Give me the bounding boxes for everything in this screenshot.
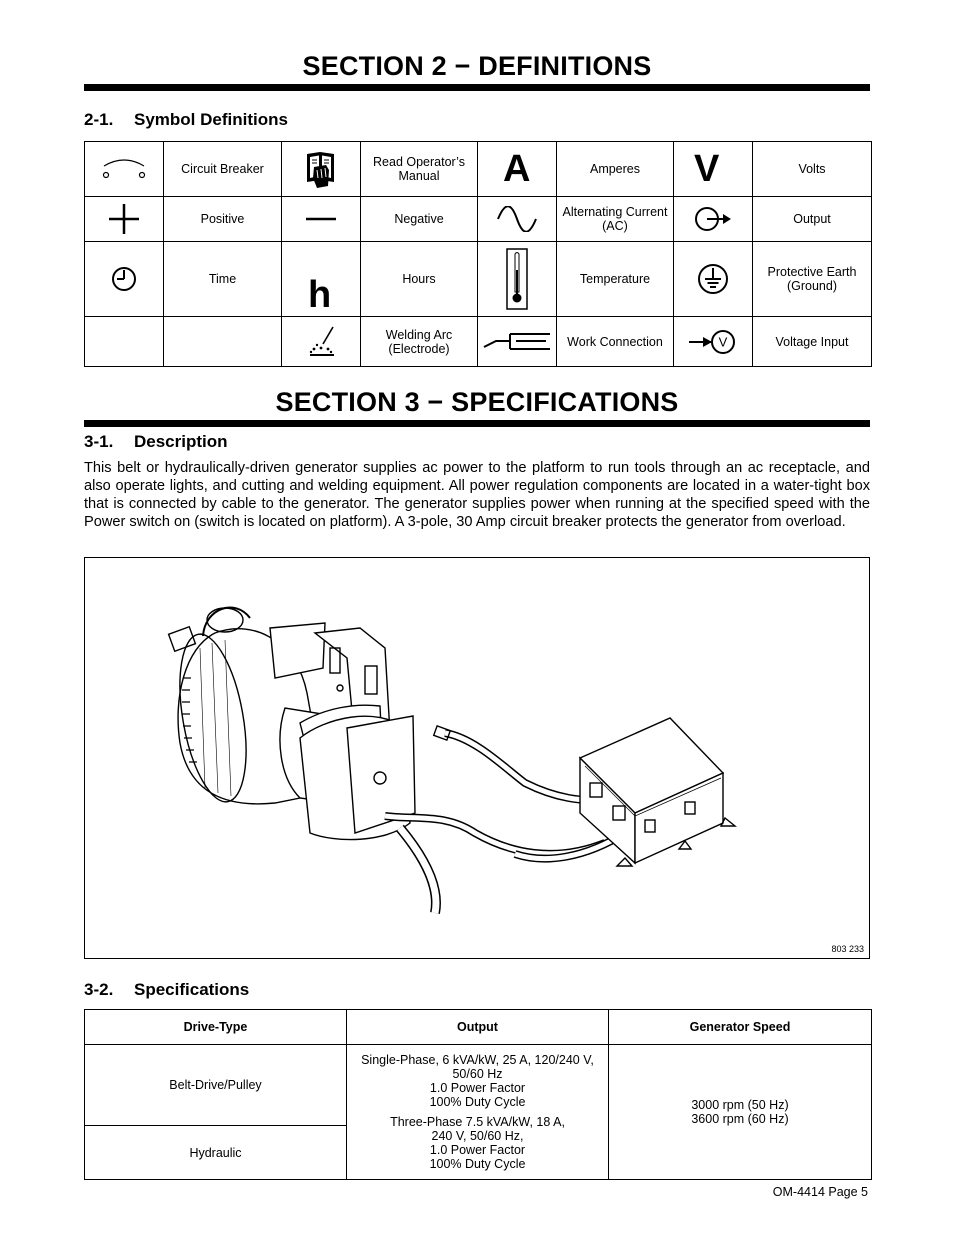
column-header: Drive-Type xyxy=(85,1010,347,1045)
symbol-definitions-heading xyxy=(84,110,288,130)
output-line: Single-Phase, 6 kVA/kW, 25 A, 120/240 V, xyxy=(361,1053,594,1067)
heading-number: 3-2. xyxy=(84,980,114,999)
alternating-current-label: Alternating Current (AC) xyxy=(557,197,674,242)
work-connection-icon xyxy=(478,317,557,367)
output-icon xyxy=(674,197,753,242)
hours-label: Hours xyxy=(361,242,478,317)
drive-type-belt: Belt-Drive/Pulley xyxy=(85,1045,347,1126)
time-icon xyxy=(85,242,164,317)
circuit-breaker-icon xyxy=(85,142,164,197)
section-2-title: SECTION 2 − DEFINITIONS xyxy=(302,51,652,81)
specifications-table xyxy=(84,1009,872,1180)
amperes-glyph: A xyxy=(503,148,531,190)
section-3-title: SECTION 3 − SPECIFICATIONS xyxy=(275,387,679,417)
protective-earth-icon xyxy=(674,242,753,317)
temperature-icon xyxy=(478,242,557,317)
output-line: 100% Duty Cycle xyxy=(429,1095,526,1109)
time-label: Time xyxy=(164,242,282,317)
positive-icon xyxy=(85,197,164,242)
heading-number: 2-1. xyxy=(84,110,114,129)
heading-text: Symbol Definitions xyxy=(134,110,288,129)
volts-glyph: V xyxy=(694,148,720,190)
volts-label: Volts xyxy=(753,142,872,197)
volts-icon xyxy=(674,142,753,197)
output-line: 50/60 Hz xyxy=(452,1067,503,1081)
output-line: 100% Duty Cycle xyxy=(429,1157,526,1171)
output-line: 1.0 Power Factor xyxy=(429,1081,526,1095)
output-label: Output xyxy=(753,197,872,242)
speed-line: 3000 rpm (50 Hz) xyxy=(691,1098,789,1112)
output-single-phase xyxy=(348,1053,607,1109)
speed-line: 3600 rpm (60 Hz) xyxy=(691,1112,789,1126)
column-header: Output xyxy=(347,1010,609,1045)
figure-number: 803 233 xyxy=(831,944,864,954)
work-connection-label: Work Connection xyxy=(557,317,674,367)
positive-label: Positive xyxy=(164,197,282,242)
heading-number: 3-1. xyxy=(84,432,114,451)
generator-speed-cell xyxy=(609,1045,872,1180)
protective-earth-label: Protective Earth (Ground) xyxy=(753,242,872,317)
output-line: Three-Phase 7.5 kVA/kW, 18 A, xyxy=(390,1115,565,1129)
output-line: 1.0 Power Factor xyxy=(429,1143,526,1157)
welding-arc-label: Welding Arc (Electrode) xyxy=(361,317,478,367)
drive-type-hydraulic: Hydraulic xyxy=(85,1126,347,1180)
column-header: Generator Speed xyxy=(609,1010,872,1045)
heading-text: Specifications xyxy=(134,980,250,999)
circuit-breaker-label: Circuit Breaker xyxy=(164,142,282,197)
amperes-label: Amperes xyxy=(557,142,674,197)
alternating-current-icon xyxy=(478,197,557,242)
empty-cell xyxy=(85,317,164,367)
welding-arc-icon xyxy=(282,317,361,367)
hours-glyph: h xyxy=(308,274,332,316)
hours-icon xyxy=(282,242,361,317)
output-three-phase xyxy=(348,1115,607,1171)
amperes-icon xyxy=(478,142,557,197)
negative-label: Negative xyxy=(361,197,478,242)
heading-text: Description xyxy=(134,432,228,451)
section-2-rule xyxy=(84,84,870,91)
negative-icon xyxy=(282,197,361,242)
generator-figure xyxy=(84,557,870,959)
temperature-label: Temperature xyxy=(557,242,674,317)
description-heading xyxy=(84,432,228,452)
voltage-input-glyph: V xyxy=(718,334,728,349)
generator-illustration xyxy=(85,558,869,958)
output-cell xyxy=(347,1045,609,1180)
symbol-table xyxy=(84,141,872,367)
output-line: 240 V, 50/60 Hz, xyxy=(431,1129,524,1143)
voltage-input-icon xyxy=(674,317,753,367)
empty-cell xyxy=(164,317,282,367)
section-3-rule xyxy=(84,420,870,427)
read-manual-icon xyxy=(282,142,361,197)
voltage-input-label: Voltage Input xyxy=(753,317,872,367)
description-paragraph: This belt or hydraulically-driven generator supplies ac power to the platform to run tools through an ac receptacle, and also operate lights, and cutting and welding equipment. All power regulation components are located in a water-tight box that is connected by cable to the generator. The generator supplies power when running at the specified speed with the Power switch on (switch is located on platform). A 3-pole, 30 Amp circuit breaker protects the generator from overload. xyxy=(84,460,870,530)
page-footer: OM-4414 Page 5 xyxy=(772,1185,868,1199)
read-manual-label: Read Operator’s Manual xyxy=(361,142,478,197)
specifications-heading xyxy=(84,980,249,1000)
